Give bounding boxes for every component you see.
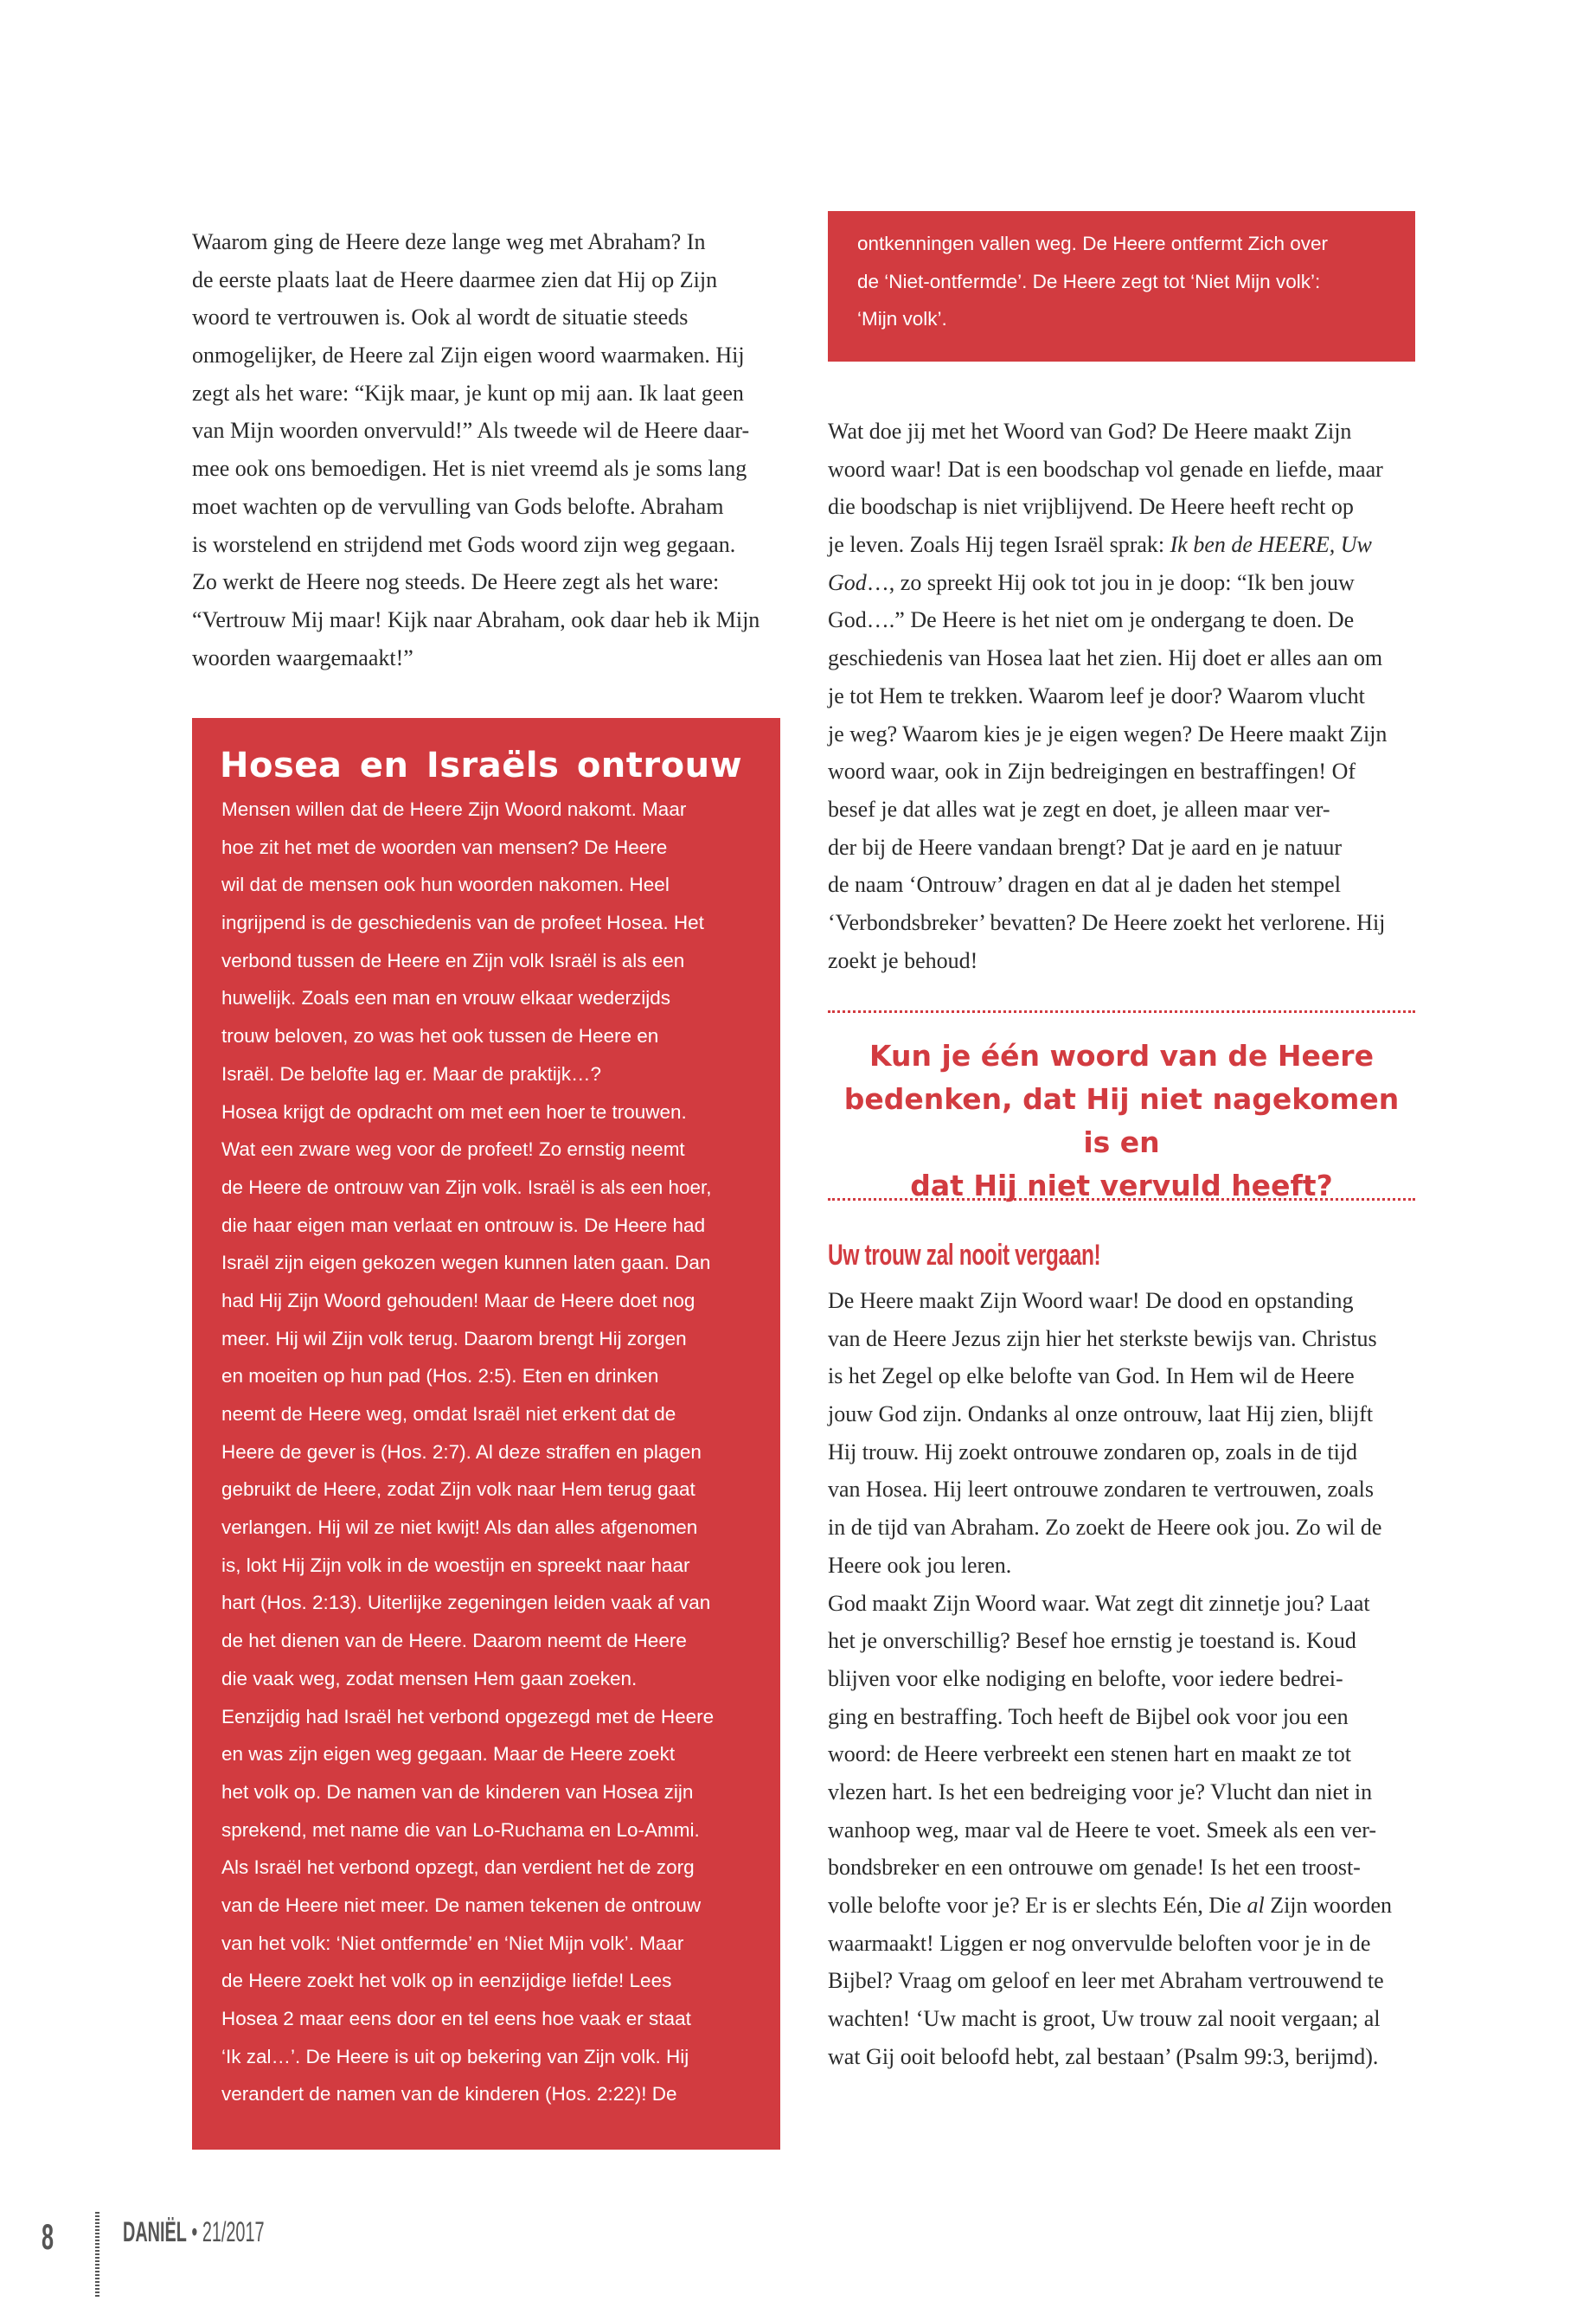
text-line: Hosea krijgt de opdracht om met een hoer te trouwen. bbox=[221, 1100, 687, 1123]
section-heading: Uw trouw zal nooit vergaan! bbox=[828, 1239, 1101, 1272]
text-line: de ‘Niet-ontfermde’. De Heere zegt tot ‘Niet Mijn volk’: bbox=[857, 270, 1321, 292]
sidebar-box-hosea bbox=[192, 718, 780, 2150]
text-line: Hij trouw. Hij zoekt ontrouwe zondaren op, zoals in de tijd bbox=[828, 1439, 1358, 1465]
text-line: ontkenningen vallen weg. De Heere ontfermt Zich over bbox=[857, 233, 1329, 254]
text-line: Wat een zware weg voor de profeet! Zo ernstig neemt bbox=[221, 1138, 685, 1161]
text-line: zegt als het ware: “Kijk maar, je kunt op mij aan. Ik laat geen bbox=[192, 380, 744, 406]
text-segment: volle belofte voor je? Er is er slechts Eén, Die bbox=[828, 1893, 1247, 1918]
text-line: Hosea 2 maar eens door en tel eens hoe vaak er staat bbox=[221, 2008, 691, 2029]
text-line: ‘Ik zal…’. De Heere is uit op bekering van Zijn volk. Hij bbox=[221, 2045, 689, 2067]
footer-magazine bbox=[123, 2216, 265, 2248]
text-line: Waarom ging de Heere deze lange weg met Abraham? In bbox=[192, 229, 706, 254]
text-line bbox=[828, 1887, 1425, 1925]
text-line: neemt de Heere weg, omdat Israël niet erkent dat de bbox=[221, 1403, 676, 1425]
article-paragraph-1 bbox=[828, 413, 1425, 979]
text-line: meer. Hij wil Zijn volk terug. Daarom brengt Hij zorgen bbox=[221, 1327, 687, 1349]
footer-divider bbox=[95, 2212, 99, 2298]
text-line: gebruikt de Heere, zodat Zijn volk naar Hem terug gaat bbox=[221, 1478, 695, 1501]
text-line: wat Gij ooit beloofd hebt, zal bestaan’ (Psalm 99:3, berijmd). bbox=[828, 2043, 1379, 2069]
text-line: en was zijn eigen weg gegaan. Maar de Heere zoekt bbox=[221, 1743, 676, 1766]
text-line: wil dat de mensen ook hun woorden nakomen. Heel bbox=[221, 874, 670, 896]
text-line: vlezen hart. Is het een bedreiging voor je? Vlucht dan niet in bbox=[828, 1779, 1373, 1804]
text-line: verlangen. Hij wil ze niet kwijt! Als dan alles afgenomen bbox=[221, 1516, 698, 1539]
text-line: je weg? Waarom kies je je eigen wegen? De Heere maakt Zijn bbox=[828, 721, 1388, 747]
text-line: de eerste plaats laat de Heere daarmee zien dat Hij op Zijn bbox=[192, 266, 718, 292]
text-line: verandert de namen van de kinderen (Hos. 2:22)! De bbox=[221, 2083, 677, 2106]
text-line: is worstelend en strijdend met Gods woord zijn weg gegaan. bbox=[192, 531, 736, 557]
text-line: van Hosea. Hij leert ontrouwe zondaren te vertrouwen, zoals bbox=[828, 1477, 1374, 1503]
text-line: het je onverschillig? Besef hoe ernstig je toestand is. Koud bbox=[828, 1628, 1356, 1654]
text-line: woord waar, ook in Zijn bedreigingen en bestraffingen! Of bbox=[828, 759, 1356, 785]
text-line: woord te vertrouwen is. Ook al wordt de situatie steeds bbox=[192, 304, 689, 330]
text-line: ingrijpend is de geschiedenis van de profeet Hosea. Het bbox=[221, 912, 704, 934]
text-line: Heere de gever is (Hos. 2:7). Al deze straffen en plagen bbox=[221, 1440, 702, 1463]
text-line: God….” De Heere is het niet om je ondergang te doen. De bbox=[828, 607, 1355, 633]
text-line: onmogelijker, de Heere zal Zijn eigen woord waarmaken. Hij bbox=[192, 343, 745, 369]
sidebar-box-text bbox=[221, 791, 714, 2113]
text-line: moet wachten op de vervulling van Gods belofte. Abraham bbox=[192, 493, 724, 519]
text-line: woord: de Heere verbreekt een stenen hart en maakt ze tot bbox=[828, 1741, 1351, 1767]
text-line: Zo werkt de Heere nog steeds. De Heere zegt als het ware: bbox=[192, 569, 720, 595]
text-line bbox=[828, 526, 1425, 564]
text-line: jouw God zijn. Ondanks al onze ontrouw, laat Hij zien, blijft bbox=[828, 1401, 1374, 1427]
text-line: de het dienen van de Heere. Daarom neemt de Heere bbox=[221, 1630, 687, 1652]
text-line: ‘Mijn volk’. bbox=[857, 308, 947, 330]
text-line: der bij de Heere vandaan brengt? Dat je aard en je natuur bbox=[828, 834, 1343, 860]
text-line: hart (Hos. 2:13). Uiterlijke zegeningen leiden vaak af van bbox=[221, 1592, 711, 1614]
text-line: verbond tussen de Heere en Zijn volk Israël is als een bbox=[221, 949, 685, 971]
text-segment: je leven. Zoals Hij tegen Israël sprak: bbox=[828, 532, 1170, 558]
sidebar-box-continued-text bbox=[857, 225, 1328, 338]
italic-text: al bbox=[1247, 1893, 1265, 1918]
article-paragraph-2 bbox=[828, 1282, 1425, 2075]
intro-paragraph bbox=[192, 223, 789, 676]
text-line: ‘Verbondsbreker’ bevatten? De Heere zoekt het verlorene. Hij bbox=[828, 909, 1386, 935]
text-line: Israël zijn eigen gekozen wegen kunnen laten gaan. Dan bbox=[221, 1252, 711, 1274]
text-line: Eenzijdig had Israël het verbond opgezegd met de Heere bbox=[221, 1705, 715, 1727]
text-segment: Zijn woorden bbox=[1264, 1893, 1392, 1918]
text-line: huwelijk. Zoals een man en vrouw elkaar wederzijds bbox=[221, 987, 670, 1009]
text-line bbox=[828, 564, 1425, 602]
text-line: woorden waargemaakt!” bbox=[192, 644, 413, 670]
text-segment: …, zo spreekt Hij ook tot jou in je doop: “Ik ben jouw bbox=[866, 569, 1355, 595]
text-line: van de Heere niet meer. De namen tekenen de ontrouw bbox=[221, 1894, 702, 1916]
text-line: De Heere maakt Zijn Woord waar! De dood en opstanding bbox=[828, 1288, 1354, 1313]
text-line: de Heere zoekt het volk op in eenzijdige liefde! Lees bbox=[221, 1970, 672, 1992]
text-line: die vaak weg, zodat mensen Hem gaan zoeken. bbox=[221, 1667, 638, 1689]
text-line: Als Israël het verbond opzegt, dan verdient het de zorg bbox=[221, 1856, 695, 1879]
issue-number: 21/2017 bbox=[202, 2216, 265, 2247]
text-line: trouw beloven, zo was het ook tussen de Heere en bbox=[221, 1025, 659, 1048]
text-line: wanhoop weg, maar val de Heere te voet. Smeek als een ver- bbox=[828, 1817, 1377, 1843]
magazine-name: DANIËL bbox=[123, 2216, 187, 2247]
sidebar-box-title: Hosea en Israëls ontrouw bbox=[220, 746, 743, 785]
pull-quote bbox=[828, 1035, 1415, 1208]
text-line: bondsbreker en een ontrouwe om genade! Is het een troost- bbox=[828, 1855, 1361, 1881]
text-line: de naam ‘Ontrouw’ dragen en dat al je daden het stempel bbox=[828, 872, 1341, 898]
text-line: besef je dat alles wat je zegt en doet, je alleen maar ver- bbox=[828, 796, 1330, 822]
text-line: geschiedenis van Hosea laat het zien. Hij doet er alles aan om bbox=[828, 645, 1383, 671]
sidebar-box-continued bbox=[828, 211, 1415, 362]
text-line: sprekend, met name die van Lo-Ruchama en Lo-Ammi. bbox=[221, 1818, 700, 1841]
text-line: Israël. De belofte lag er. Maar de praktijk…? bbox=[221, 1062, 601, 1085]
footer-separator: • bbox=[191, 2216, 198, 2247]
text-line: in de tijd van Abraham. Zo zoekt de Heere ook jou. Zo wil de bbox=[828, 1515, 1382, 1541]
text-line: zoekt je behoud! bbox=[828, 947, 978, 973]
text-line: God maakt Zijn Woord waar. Wat zegt dit zinnetje jou? Laat bbox=[828, 1590, 1370, 1616]
text-line: blijven voor elke nodiging en belofte, voor iedere bedrei- bbox=[828, 1665, 1343, 1691]
italic-text: Ik ben de HEERE, Uw bbox=[1170, 532, 1372, 558]
text-line: je tot Hem te trekken. Waarom leef je door? Waarom vlucht bbox=[828, 683, 1365, 708]
text-line: het volk op. De namen van de kinderen van Hosea zijn bbox=[221, 1780, 694, 1803]
text-line: ging en bestraffing. Toch heeft de Bijbel ook voor jou een bbox=[828, 1703, 1349, 1729]
text-line: van het volk: ‘Niet ontfermde’ en ‘Niet Mijn volk’. Maar bbox=[221, 1932, 684, 1954]
text-line: woord waar! Dat is een boodschap vol genade en liefde, maar bbox=[828, 456, 1383, 482]
text-line: had Hij Zijn Woord gehouden! Maar de Heere doet nog bbox=[221, 1289, 695, 1311]
text-line: Mensen willen dat de Heere Zijn Woord nakomt. Maar bbox=[221, 798, 687, 820]
text-line: waarmaakt! Liggen er nog onvervulde beloften voor je in de bbox=[828, 1930, 1371, 1956]
text-line: “Vertrouw Mij maar! Kijk naar Abraham, ook daar heb ik Mijn bbox=[192, 606, 760, 632]
text-line: Bijbel? Vraag om geloof en leer met Abraham vertrouwend te bbox=[828, 1968, 1384, 1994]
pull-quote-line: bedenken, dat Hij niet nagekomen is en bbox=[843, 1082, 1400, 1159]
text-line: die boodschap is niet vrijblijvend. De Heere heeft recht op bbox=[828, 494, 1354, 520]
text-line: is, lokt Hij Zijn volk in de woestijn en spreekt naar haar bbox=[221, 1554, 690, 1576]
text-line: hoe zit het met de woorden van mensen? De Heere bbox=[221, 836, 668, 858]
pull-quote-line: Kun je één woord van de Heere bbox=[869, 1039, 1374, 1073]
text-line: is het Zegel op elke belofte van God. In Hem wil de Heere bbox=[828, 1363, 1355, 1389]
text-line: die haar eigen man verlaat en ontrouw is. De Heere had bbox=[221, 1214, 706, 1236]
page-number: 8 bbox=[42, 2216, 54, 2257]
pull-quote-line: dat Hij niet vervuld heeft? bbox=[910, 1169, 1333, 1202]
italic-text: God bbox=[828, 569, 867, 595]
text-line: de Heere de ontrouw van Zijn volk. Israël is als een hoer, bbox=[221, 1176, 712, 1198]
text-line: wachten! ‘Uw macht is groot, Uw trouw zal nooit vergaan; al bbox=[828, 2006, 1381, 2032]
text-line: mee ook ons bemoedigen. Het is niet vreemd als je soms lang bbox=[192, 456, 747, 482]
text-line: Wat doe jij met het Woord van God? De Heere maakt Zijn bbox=[828, 419, 1352, 444]
text-line: Heere ook jou leren. bbox=[828, 1552, 1012, 1578]
dotted-divider-top bbox=[828, 1010, 1415, 1013]
text-line: van de Heere Jezus zijn hier het sterkste bewijs van. Christus bbox=[828, 1325, 1377, 1351]
text-line: en moeiten op hun pad (Hos. 2:5). Eten en drinken bbox=[221, 1365, 659, 1388]
dotted-divider-bottom bbox=[828, 1198, 1415, 1201]
text-line: van Mijn woorden onvervuld!” Als tweede wil de Heere daar- bbox=[192, 418, 750, 444]
